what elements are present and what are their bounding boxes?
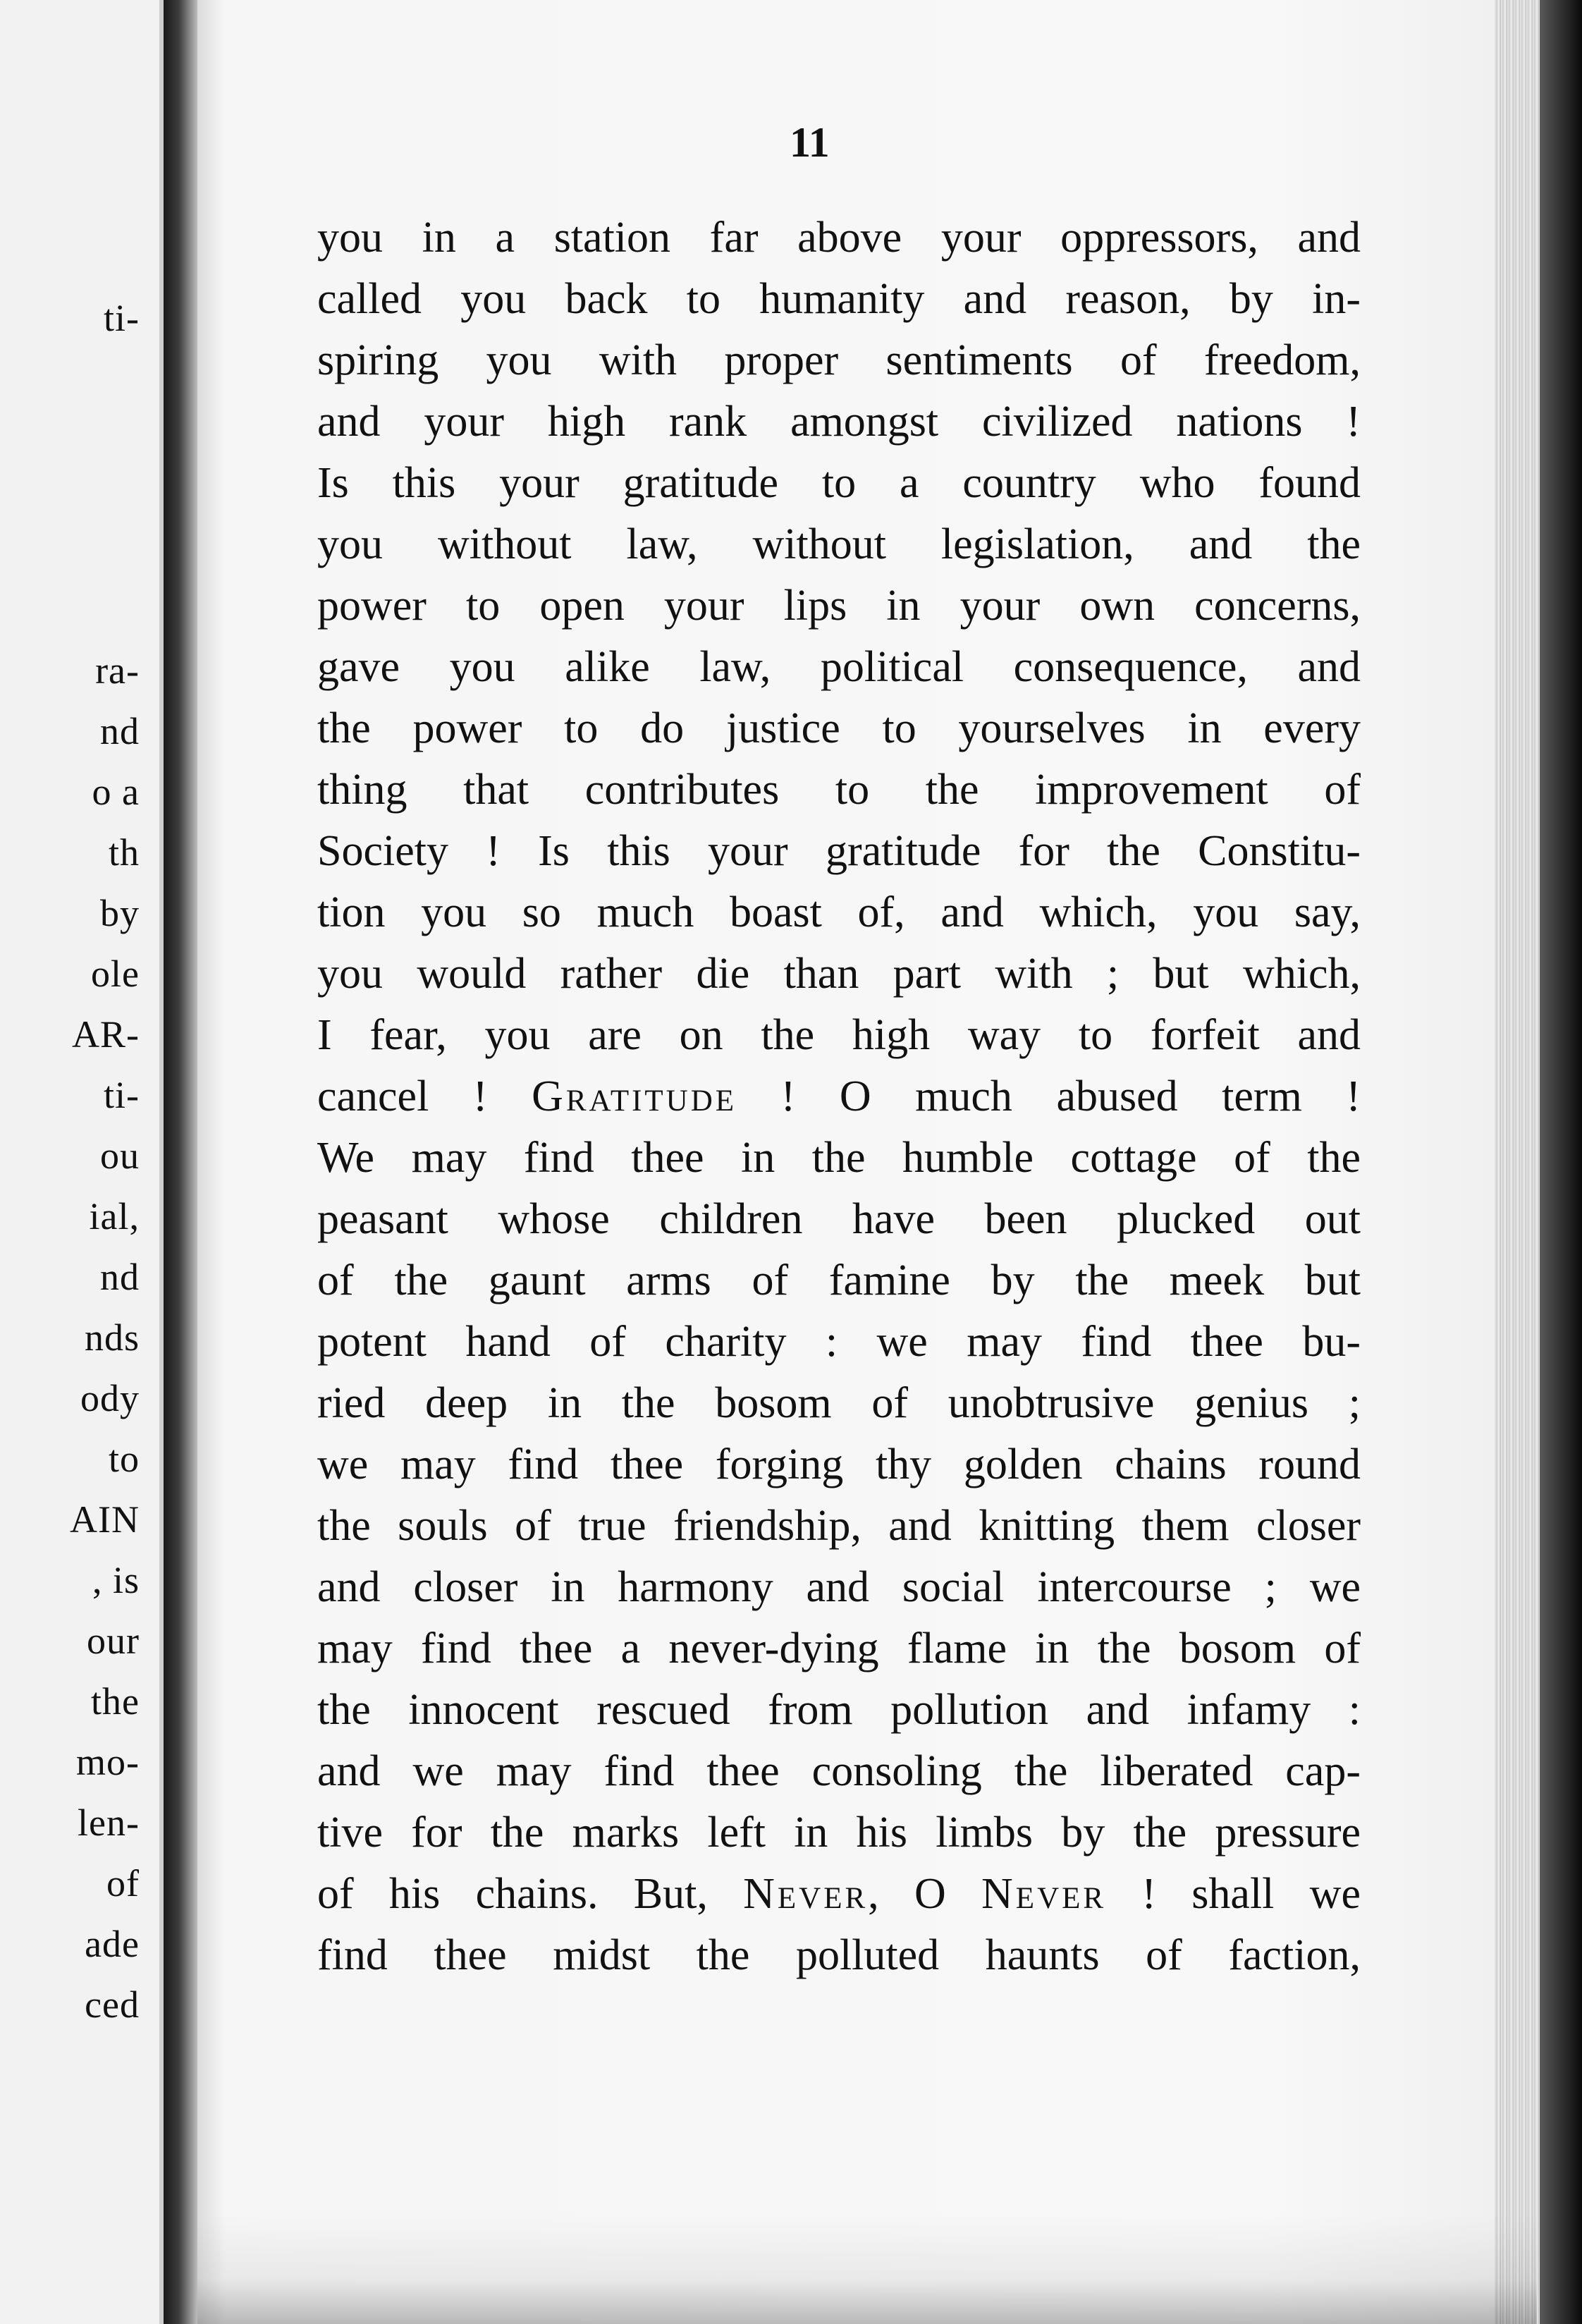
text-line: and your high rank amongst civilized nations ! <box>317 398 1361 446</box>
text-line: potent hand of charity : we may find thee bu- <box>317 1318 1361 1366</box>
left-page-fragment: len- <box>78 1802 140 1844</box>
text-line: find thee midst the polluted haunts of faction, <box>317 1931 1361 1979</box>
left-page-fragment: ole <box>91 953 140 995</box>
text-run: ! O much abused term ! <box>737 1072 1361 1120</box>
page-edge-shadow <box>1540 0 1582 2324</box>
text-line: tion you so much boast of, and which, you say, <box>317 888 1361 936</box>
text-line: I fear, you are on the high way to forfeit and <box>317 1011 1361 1059</box>
small-caps-word: Never <box>743 1870 869 1918</box>
left-page-fragment: the <box>91 1680 140 1723</box>
text-line: you in a station far above your oppressors, and <box>317 214 1361 262</box>
left-page-fragment: , is <box>92 1559 140 1601</box>
left-page-fragment: ti- <box>104 1074 140 1116</box>
small-caps-word: Gratitude <box>532 1072 737 1120</box>
text-line: called you back to humanity and reason, by in- <box>317 275 1361 323</box>
text-line: Is this your gratitude to a country who found <box>317 459 1361 507</box>
text-line: and we may find thee consoling the liberated cap- <box>317 1747 1361 1795</box>
text-line: may find thee a never-dying flame in the bosom of <box>317 1625 1361 1672</box>
left-page-fragment: th <box>108 831 140 874</box>
book-gutter <box>164 0 197 2324</box>
left-page-fragment: ra- <box>95 649 140 692</box>
text-line: the souls of true friendship, and knitting them closer <box>317 1502 1361 1550</box>
text-run: , O <box>868 1870 982 1918</box>
left-page-fragment: ou <box>100 1135 140 1177</box>
text-run: of his chains. But, <box>317 1870 744 1918</box>
left-page-fragment: o a <box>92 771 140 813</box>
page-number: 11 <box>790 119 830 166</box>
left-page-fragment: ade <box>85 1923 140 1965</box>
text-line: ried deep in the bosom of unobtrusive genius ; <box>317 1379 1361 1427</box>
left-page-fragment: ti- <box>104 297 140 339</box>
text-line: of the gaunt arms of famine by the meek but <box>317 1256 1361 1304</box>
text-line: and closer in harmony and social intercourse ; we <box>317 1563 1361 1611</box>
left-page-fragment: AR- <box>72 1013 140 1056</box>
left-page-fragment: ced <box>85 1983 140 2026</box>
left-page-fragment: ial, <box>89 1195 140 1237</box>
text-line: tive for the marks left in his limbs by the pressure <box>317 1809 1361 1857</box>
left-page-fragment: by <box>100 892 140 934</box>
text-line: you would rather die than part with ; but which, <box>317 950 1361 998</box>
text-line: peasant whose children have been plucked out <box>317 1195 1361 1243</box>
left-page-fragment: nds <box>84 1316 140 1359</box>
small-caps-word: Never <box>981 1870 1107 1918</box>
text-line: power to open your lips in your own concerns, <box>317 582 1361 630</box>
left-page-fragment: nd <box>100 1256 140 1298</box>
text-line: the power to do justice to yourselves in every <box>317 704 1361 752</box>
page-bottom-shadow <box>197 2214 1537 2324</box>
left-page-fragment: nd <box>100 710 140 752</box>
text-line: we may find thee forging thy golden chains round <box>317 1441 1361 1488</box>
text-line: We may find thee in the humble cottage of the <box>317 1134 1361 1182</box>
text-line: spiring you with proper sentiments of freedom, <box>317 336 1361 384</box>
text-line: Society ! Is this your gratitude for the Constitu- <box>317 827 1361 875</box>
text-line: thing that contributes to the improvement of <box>317 766 1361 814</box>
text-line: gave you alike law, political consequence, and <box>317 643 1361 691</box>
text-line <box>317 1070 1361 1123</box>
left-page-fragment: mo- <box>76 1741 140 1783</box>
left-page-fragment: to <box>108 1438 140 1480</box>
text-line: the innocent rescued from pollution and infamy : <box>317 1686 1361 1734</box>
left-page-fragment: of <box>106 1862 140 1904</box>
left-page-fragment: our <box>87 1620 140 1662</box>
text-line: you without law, without legislation, and the <box>317 520 1361 568</box>
previous-page-edge <box>0 0 164 2324</box>
left-page-fragment: ody <box>80 1377 140 1419</box>
text-run: cancel ! <box>317 1072 532 1120</box>
text-line <box>317 1868 1361 1920</box>
text-run: ! shall we <box>1106 1870 1361 1918</box>
left-page-fragment: AIN <box>70 1498 140 1541</box>
